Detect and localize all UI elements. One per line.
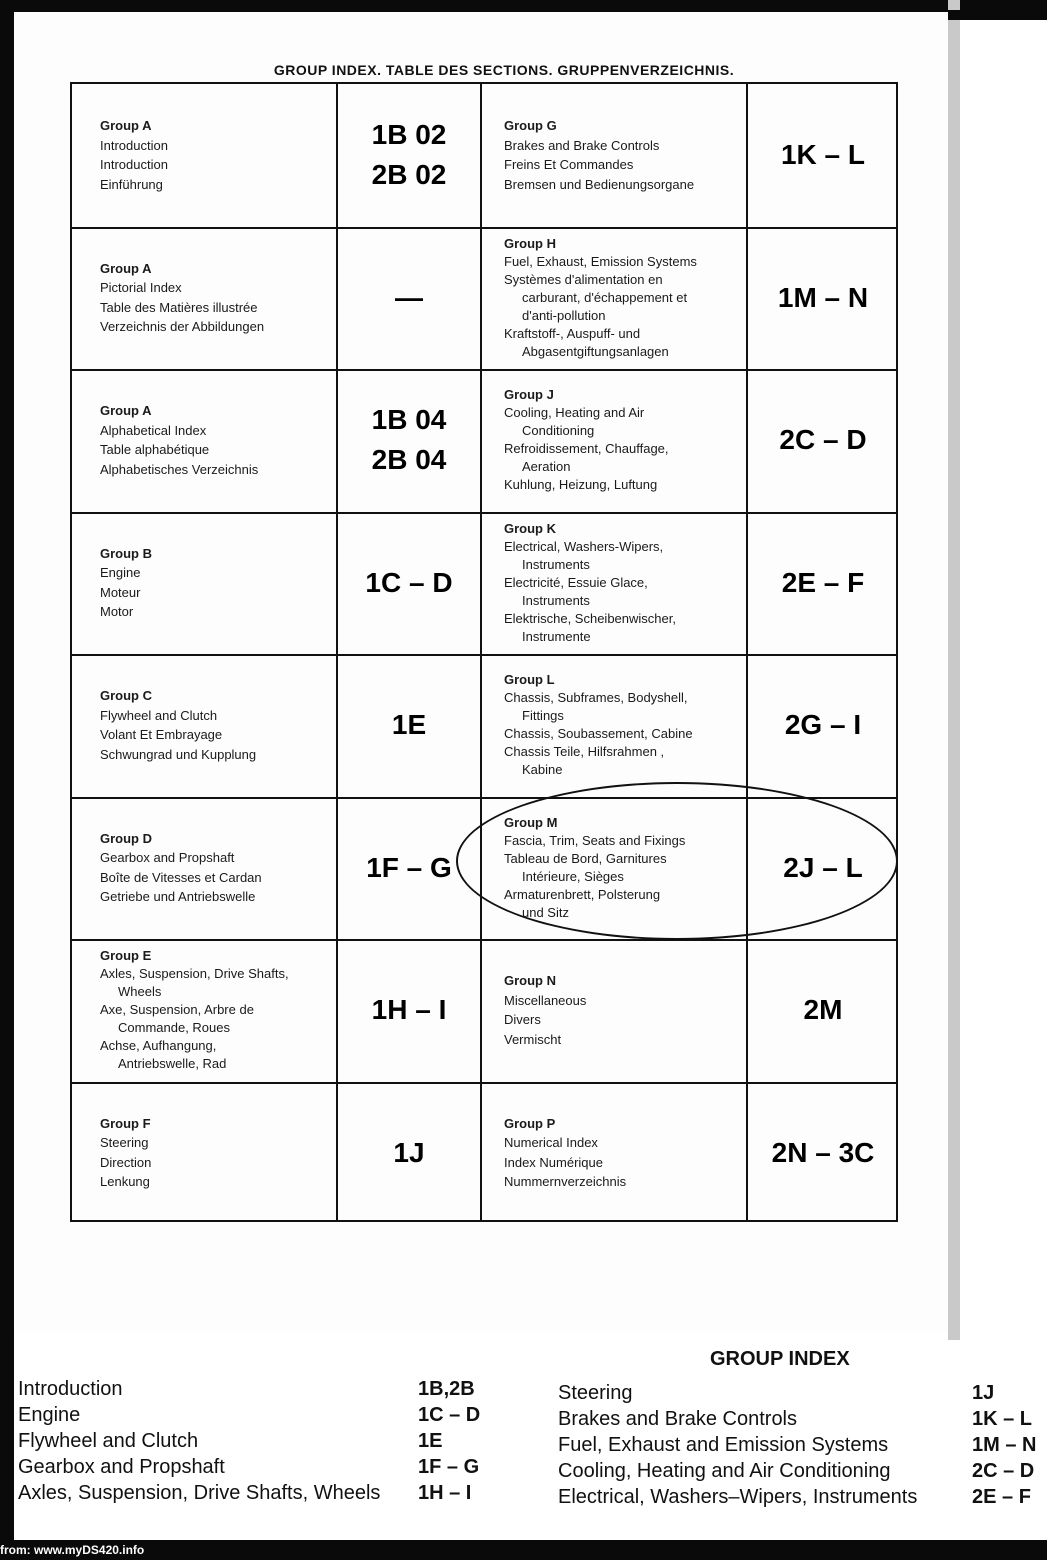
group-heading: Group G <box>504 118 557 134</box>
summary-label: Electrical, Washers–Wipers, Instruments <box>558 1486 918 1508</box>
group-desc-line: Abgasentgiftungsanlagen <box>522 343 669 359</box>
scan-border-left <box>0 0 14 1560</box>
table-row-divider <box>72 939 896 941</box>
group-desc-line: Tableau de Bord, Garnitures <box>504 850 667 866</box>
summary-label: Cooling, Heating and Air Conditioning <box>558 1460 891 1482</box>
code-line: 2B 02 <box>371 159 447 191</box>
right-group-code <box>748 420 898 460</box>
group-desc-line: Chassis, Subframes, Bodyshell, <box>504 690 688 706</box>
group-desc-line: Armaturenbrett, Polsterung <box>504 886 661 902</box>
group-desc-line: Electrical, Washers-Wipers, <box>504 538 664 554</box>
group-desc-line: Kuhlung, Heizung, Luftung <box>504 477 658 493</box>
summary-code: 1K – L <box>972 1408 1033 1430</box>
summary-label: Steering <box>558 1382 633 1404</box>
group-desc-line: Alphabetisches Verzeichnis <box>100 461 259 477</box>
left-group-desc <box>100 116 168 194</box>
right-group-desc <box>504 386 669 494</box>
group-desc-line: Pictorial Index <box>100 280 182 296</box>
right-group-desc <box>504 116 694 194</box>
group-desc-line: Flywheel and Clutch <box>100 707 218 723</box>
summary-label: Brakes and Brake Controls <box>558 1408 798 1430</box>
group-desc-line: Refroidissement, Chauffage, <box>504 441 669 457</box>
summary-code: 1M – N <box>972 1434 1037 1456</box>
code-line: 2E – F <box>781 566 865 598</box>
group-desc-line: Aeration <box>522 459 571 475</box>
summary-label: Fuel, Exhaust and Emission Systems <box>558 1434 889 1456</box>
group-desc-line: Instruments <box>522 556 590 572</box>
group-desc-line: Motor <box>100 604 134 620</box>
group-desc-line: Wheels <box>118 984 162 1000</box>
group-desc-line: Einführung <box>100 176 163 192</box>
summary-code: 2C – D <box>972 1460 1035 1482</box>
group-desc-line: Axles, Suspension, Drive Shafts, <box>100 966 289 982</box>
summary-code: 1B,2B <box>418 1378 475 1400</box>
code-line: 2C – D <box>779 424 867 456</box>
code-line: 1J <box>393 1136 425 1168</box>
group-desc-line: Fascia, Trim, Seats and Fixings <box>504 832 686 848</box>
summary-title: GROUP INDEX <box>710 1348 850 1370</box>
group-desc-line: Getriebe und Antriebswelle <box>100 889 256 905</box>
left-group-desc <box>100 829 262 907</box>
table-row-divider <box>72 512 896 514</box>
left-group-desc <box>100 686 256 764</box>
right-group-desc <box>504 520 676 646</box>
right-group-desc <box>504 671 693 779</box>
group-heading: Group B <box>100 545 152 561</box>
right-group-code <box>748 705 898 745</box>
summary-label: Gearbox and Propshaft <box>18 1456 225 1478</box>
right-group-code <box>748 563 898 603</box>
summary-code: 1J <box>972 1382 995 1404</box>
left-group-code <box>338 115 480 195</box>
summary-code: 1F – G <box>418 1456 480 1478</box>
left-group-code <box>338 705 480 745</box>
left-group-code <box>338 563 480 603</box>
left-group-code <box>338 278 480 318</box>
summary-label: Flywheel and Clutch <box>18 1430 199 1452</box>
summary-label: Axles, Suspension, Drive Shafts, Wheels <box>18 1482 381 1504</box>
code-line: 1B 02 <box>371 119 447 151</box>
left-group-code <box>338 400 480 480</box>
group-desc-line: Commande, Roues <box>118 1020 230 1036</box>
group-heading: Group K <box>504 520 556 536</box>
code-line: 2G – I <box>784 709 862 741</box>
scan-right-strip <box>948 0 960 1340</box>
code-line: 2N – 3C <box>771 1136 875 1168</box>
group-desc-line: Schwungrad und Kupplung <box>100 746 257 762</box>
code-line: 1C – D <box>365 566 453 598</box>
group-desc-line: Numerical Index <box>504 1135 598 1151</box>
group-desc-line: Kabine <box>522 762 563 778</box>
left-group-desc <box>100 401 258 479</box>
group-heading: Group L <box>504 672 555 688</box>
right-group-code <box>748 1133 898 1173</box>
group-desc-line: Direction <box>100 1154 152 1170</box>
group-desc-line: Kraftstoff-, Auspuff- und <box>504 325 641 341</box>
group-desc-line: Nummernverzeichnis <box>504 1174 627 1190</box>
group-desc-line: carburant, d'échappement et <box>522 289 688 305</box>
left-group-desc <box>100 259 264 337</box>
group-desc-line: Miscellaneous <box>504 992 587 1008</box>
group-desc-line: Steering <box>100 1135 149 1151</box>
right-group-desc <box>504 1114 626 1192</box>
right-group-desc <box>504 235 697 361</box>
table-row-divider <box>72 227 896 229</box>
group-desc-line: und Sitz <box>522 904 569 920</box>
table-divider-middle <box>480 84 482 1220</box>
group-desc-line: Boîte de Vitesses et Cardan <box>100 869 262 885</box>
group-desc-line: Engine <box>100 565 141 581</box>
group-desc-line: Chassis Teile, Hilfsrahmen , <box>504 744 665 760</box>
group-heading: Group J <box>504 387 554 403</box>
left-group-code <box>338 1133 480 1173</box>
left-group-code <box>338 990 480 1030</box>
group-heading: Group H <box>504 235 556 251</box>
group-desc-line: Table des Matières illustrée <box>100 299 258 315</box>
right-group-code <box>748 135 898 175</box>
group-heading: Group P <box>504 1115 556 1131</box>
table-divider-right-code <box>746 84 748 1220</box>
summary-label: Engine <box>18 1404 81 1426</box>
code-line: 2M <box>803 994 843 1026</box>
group-heading: Group M <box>504 814 558 830</box>
group-desc-line: Freins Et Commandes <box>504 157 634 173</box>
group-desc-line: Elektrische, Scheibenwischer, <box>504 610 676 626</box>
group-desc-line: Systèmes d'alimentation en <box>504 271 663 287</box>
group-desc-line: Antriebswelle, Rad <box>118 1056 227 1072</box>
code-line: 1K – L <box>780 139 866 171</box>
summary-code: 1H – I <box>418 1482 472 1504</box>
group-heading: Group F <box>100 1115 151 1131</box>
group-desc-line: Axe, Suspension, Arbre de <box>100 1002 254 1018</box>
group-desc-line: Fittings <box>522 708 564 724</box>
footer-url: from: www.myDS420.info <box>0 1543 145 1557</box>
right-group-desc <box>504 971 586 1049</box>
left-group-desc <box>100 1114 151 1192</box>
group-desc-line: Chassis, Soubassement, Cabine <box>504 726 693 742</box>
code-line: 2J – L <box>783 851 863 883</box>
code-line: 2B 04 <box>371 444 447 476</box>
group-desc-line: Lenkung <box>100 1174 150 1190</box>
right-group-code <box>748 990 898 1030</box>
group-desc-line: Cooling, Heating and Air <box>504 405 645 421</box>
group-desc-line: Introduction <box>100 157 168 173</box>
group-desc-line: Moteur <box>100 584 141 600</box>
group-index-table <box>70 82 898 1222</box>
group-desc-line: Index Numérique <box>504 1154 603 1170</box>
left-group-desc <box>100 544 152 622</box>
code-line: 1B 04 <box>371 404 447 436</box>
group-desc-line: Conditioning <box>522 423 595 439</box>
code-line: 1H – I <box>371 994 447 1026</box>
table-row-divider <box>72 654 896 656</box>
scan-border-top <box>0 0 1047 12</box>
scan-right-gap <box>945 10 1047 20</box>
summary-code: 2E – F <box>972 1486 1031 1508</box>
group-desc-line: Brakes and Brake Controls <box>504 137 660 153</box>
summary-label: Introduction <box>18 1378 123 1400</box>
group-desc-line: d'anti-pollution <box>522 307 606 323</box>
group-desc-line: Bremsen und Bedienungsorgane <box>504 176 695 192</box>
group-heading: Group A <box>100 260 152 276</box>
summary-code: 1C – D <box>418 1404 481 1426</box>
table-divider-left-code <box>336 84 338 1220</box>
group-desc-line: Vermischt <box>504 1031 562 1047</box>
right-group-code <box>748 278 898 318</box>
group-desc-line: Divers <box>504 1012 541 1028</box>
group-heading: Group D <box>100 830 152 846</box>
group-heading: Group N <box>504 973 556 989</box>
table-row-divider <box>72 369 896 371</box>
table-row-divider <box>72 1082 896 1084</box>
group-desc-line: Achse, Aufhangung, <box>100 1038 217 1054</box>
left-group-desc <box>100 947 289 1073</box>
summary-code: 1E <box>418 1430 443 1452</box>
scan-border-bottom <box>0 1540 1047 1560</box>
group-desc-line: Introduction <box>100 137 168 153</box>
group-desc-line: Alphabetical Index <box>100 422 207 438</box>
group-desc-line: Electricité, Essuie Glace, <box>504 574 648 590</box>
group-heading: Group A <box>100 403 152 419</box>
code-line: 1E <box>391 709 427 741</box>
group-desc-line: Gearbox and Propshaft <box>100 850 235 866</box>
group-heading: Group A <box>100 118 152 134</box>
group-desc-line: Volant Et Embrayage <box>100 727 223 743</box>
page-title: GROUP INDEX. TABLE DES SECTIONS. GRUPPENVERZEICHNIS. <box>273 62 735 78</box>
group-desc-line: Instrumente <box>522 628 591 644</box>
group-desc-line: Table alphabétique <box>100 442 210 458</box>
group-desc-line: Verzeichnis der Abbildungen <box>100 319 265 335</box>
group-heading: Group C <box>100 688 152 704</box>
group-desc-line: Instruments <box>522 592 590 608</box>
code-line: 1M – N <box>777 281 869 313</box>
code-line: — <box>395 281 423 313</box>
group-desc-line: Fuel, Exhaust, Emission Systems <box>504 253 697 269</box>
highlight-circle <box>456 782 898 940</box>
group-heading: Group E <box>100 948 152 964</box>
code-line: 1F – G <box>366 851 452 883</box>
group-desc-line: Intérieure, Sièges <box>522 868 624 884</box>
